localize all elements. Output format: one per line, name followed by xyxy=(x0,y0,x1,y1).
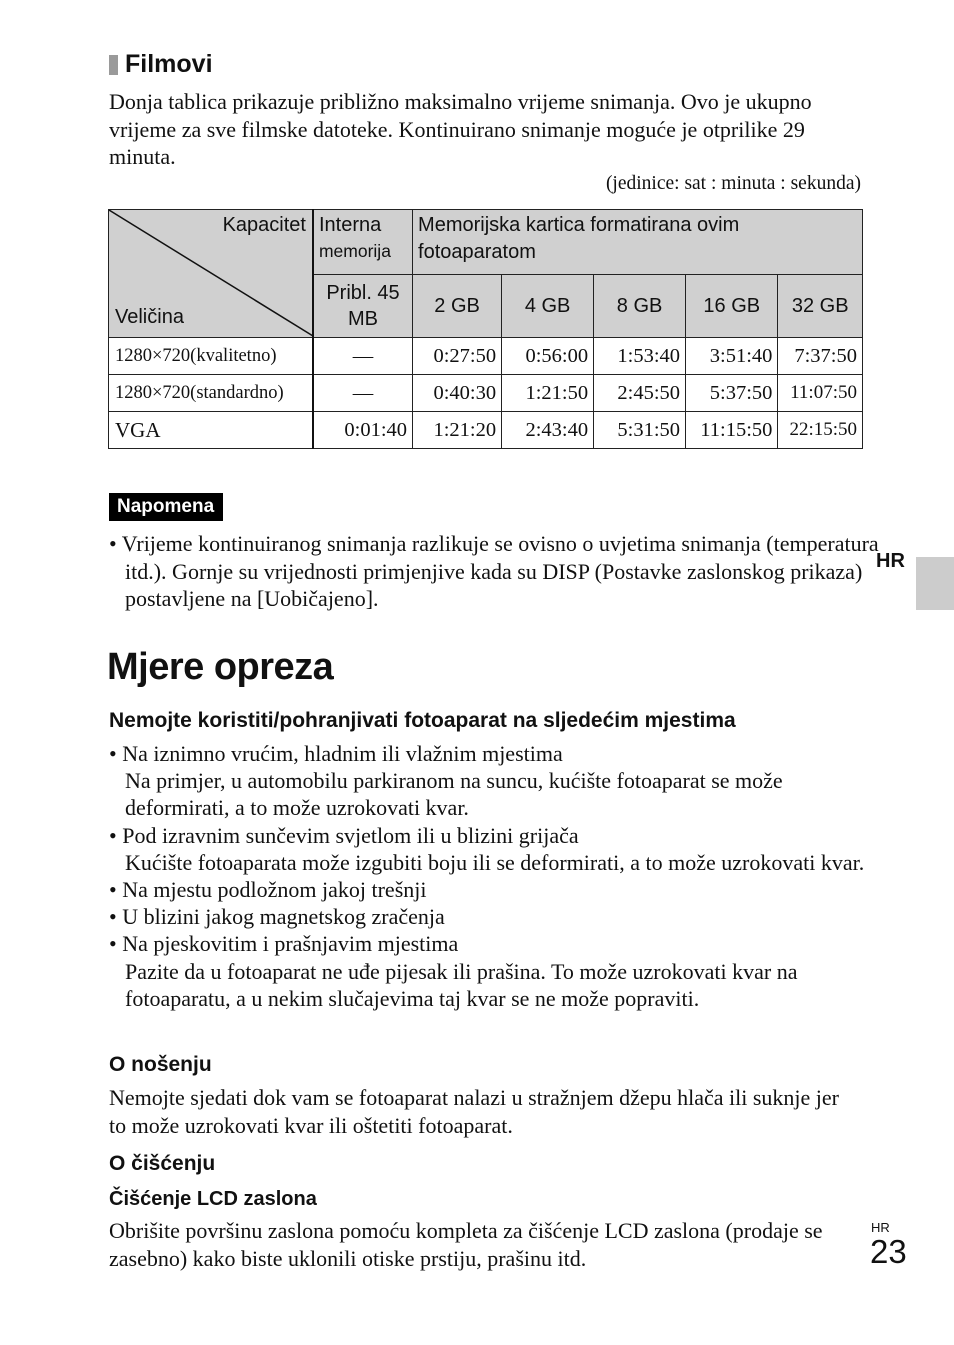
note-text: • Vrijeme kontinuiranog snimanja razlikuje se ovisno o uvjetima snimanja (temperatura itd.). Gornje su vrijednosti primjenjive kada su DISP (Postavke zaslonskog prikaza) postavljene na [Uobičajeno]. xyxy=(109,531,879,611)
table-cell: 22:15:50 xyxy=(778,412,863,449)
list-item: • Na mjestu podložnom jakoj trešnji xyxy=(109,877,427,903)
table-cell: 0:40:30 xyxy=(413,375,502,412)
list-item-detail: Pazite da u fotoaparat ne uđe pijesak ili prašina. To može uzrokovati kvar na fotoaparatu, a u nekim slučajevima taj kvar se ne može popraviti. xyxy=(125,958,798,1011)
row-label: 1280×720(standardno) xyxy=(109,375,313,412)
carrying-text: Nemojte sjedati dok vam se fotoaparat nalazi u stražnjem džepu hlača ili suknje jer to može uzrokovati kvar ili oštetiti fotoaparat. xyxy=(109,1085,840,1138)
table-cell: — xyxy=(313,375,413,412)
page-number: 23 xyxy=(870,1233,907,1270)
table-cell: 2:45:50 xyxy=(594,375,686,412)
table-cell: — xyxy=(313,338,413,375)
language-tab-label: HR xyxy=(876,550,905,572)
cleaning-heading: O čišćenju xyxy=(109,1152,216,1175)
table-cell: 1:21:50 xyxy=(502,375,594,412)
lcd-cleaning-text: Obrišite površinu zaslona pomoću kompleta za čišćenje LCD zaslona (prodaje se zasebno) kako biste uklonili otiske prstiju, prašinu itd. xyxy=(109,1218,823,1271)
table-cell: 11:15:50 xyxy=(686,412,778,449)
internal-memory-header xyxy=(313,210,413,275)
corner-capacity-label: Kapacitet xyxy=(222,214,306,236)
table-cell: 7:37:50 xyxy=(778,338,863,375)
carrying-heading: O nošenju xyxy=(109,1053,212,1076)
table-cell: 5:31:50 xyxy=(594,412,686,449)
section-marker-icon xyxy=(109,55,118,75)
list-item: • Na iznimno vrućim, hladnim ili vlažnim mjestima xyxy=(109,741,563,766)
footer-language: HR xyxy=(871,1220,890,1235)
section-heading-text: Filmovi xyxy=(125,50,213,78)
lcd-cleaning-heading: Čišćenje LCD zaslona xyxy=(109,1188,317,1210)
corner-size-label: Veličina xyxy=(115,306,184,328)
intro-paragraph: Donja tablica prikazuje približno maksimalno vrijeme snimanja. Ovo je ukupno vrijeme za sve filmske datoteke. Kontinuirano snimanje moguće je otprilike 29 minuta. xyxy=(109,89,812,169)
page-title: Mjere opreza xyxy=(107,646,334,688)
table-row xyxy=(109,338,863,375)
list-item: • Pod izravnim sunčevim svjetlom ili u blizini grijača xyxy=(109,822,579,848)
list-item-detail: Kućište fotoaparata može izgubiti boju ili se deformirati, a to može uzrokovati kvar. xyxy=(125,849,865,875)
table-cell: 0:56:00 xyxy=(502,338,594,375)
list-item-detail: Na primjer, u automobilu parkiranom na suncu, kućište fotoaparat se može deformirati, a to može uzrokovati kvar. xyxy=(125,768,783,821)
units-note: (jedinice: sat : minuta : sekunda) xyxy=(605,173,861,194)
internal-label-2: memorija xyxy=(318,241,391,261)
row-label: VGA xyxy=(109,412,313,449)
table-cell: 1:53:40 xyxy=(594,338,686,375)
list-item: • U blizini jakog magnetskog zračenja xyxy=(109,904,445,930)
table-cell: 2:43:40 xyxy=(502,412,594,449)
storage-heading: Nemojte koristiti/pohranjivati fotoaparat na sljedećim mjestima xyxy=(109,709,736,732)
internal-label-1: Interna xyxy=(318,214,382,236)
table-cell: 5:37:50 xyxy=(686,375,778,412)
language-tab-marker xyxy=(916,557,954,610)
table-cell: 3:51:40 xyxy=(686,338,778,375)
note-badge: Napomena xyxy=(109,493,223,521)
column-header: 2 GB xyxy=(413,275,502,338)
table-row xyxy=(109,375,863,412)
storage-list xyxy=(109,740,869,1012)
table-cell: 0:27:50 xyxy=(413,338,502,375)
column-header: 8 GB xyxy=(594,275,686,338)
column-header: 16 GB xyxy=(686,275,778,338)
list-item: • Na pjeskovitim i prašnjavim mjestima xyxy=(109,931,459,957)
section-heading xyxy=(109,50,213,79)
table-corner-cell xyxy=(109,210,313,338)
table-row xyxy=(109,412,863,449)
row-label: 1280×720(kvalitetno) xyxy=(109,338,313,375)
column-header: 4 GB xyxy=(502,275,594,338)
table-cell: 0:01:40 xyxy=(313,412,413,449)
column-header: Pribl. 45 MB xyxy=(313,275,413,338)
recording-time-table xyxy=(108,209,863,449)
table-cell: 1:21:20 xyxy=(413,412,502,449)
table-cell: 11:07:50 xyxy=(778,375,863,412)
memory-card-header: Memorijska kartica formatirana ovim fotoaparatom xyxy=(413,210,863,275)
column-header: 32 GB xyxy=(778,275,863,338)
